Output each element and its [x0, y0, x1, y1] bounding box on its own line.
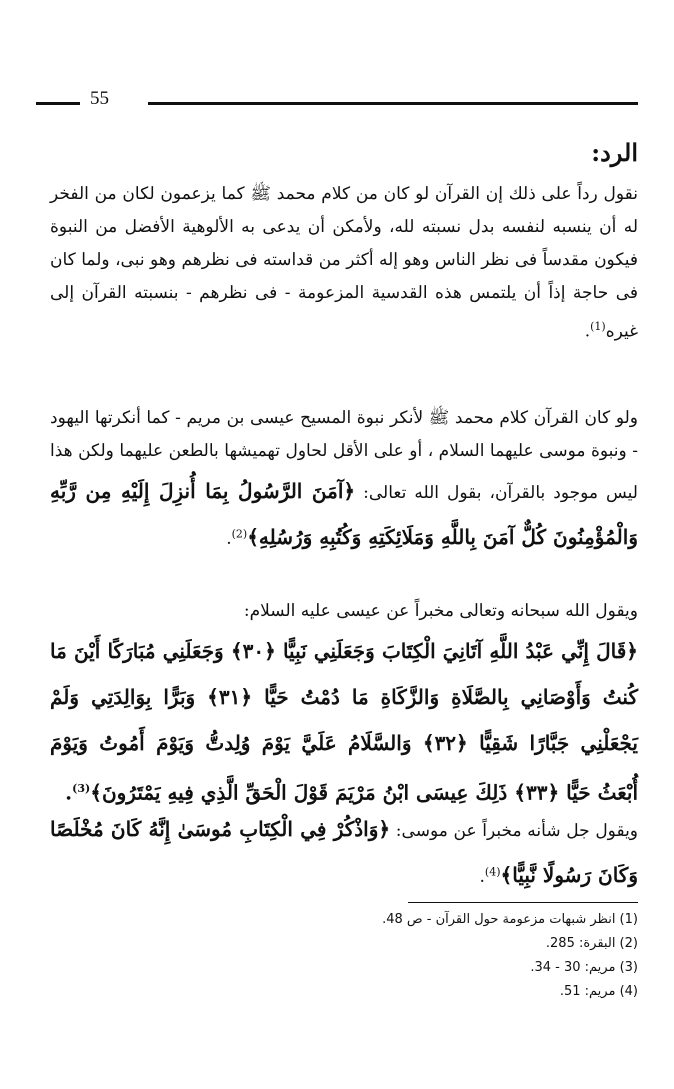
paragraph-3 — [50, 595, 638, 816]
paragraph-2-text: ولو كان القرآن كلام محمد ﷺ لأنكر نبوة المسيح عيسى بن مريم - كما أنكرتها اليهود - ونبوة موسى عليهما السلام ، أو على الأقل لحاول تهميشها بالطعن عليهما ولكن هذا ليس موجود بالقرآن، بقول الله تعالى: — [50, 408, 638, 503]
footnote-ref-1: (1) — [590, 320, 606, 333]
quran-verse-maryam-isa: ﴿قَالَ إِنِّي عَبْدُ اللَّهِ آتَانِيَ الْكِتَابَ وَجَعَلَنِي نَبِيًّا ﴿٣٠﴾ وَجَعَلَنِي مُبَارَكًا أَيْنَ مَا كُنتُ وَأَوْصَانِي بِالصَّلَاةِ وَالزَّكَاةِ مَا دُمْتُ حَيًّا ﴿٣١﴾ وَبَرًّا بِوَالِدَتِي وَلَمْ يَجْعَلْنِي جَبَّارًا شَقِيًّا ﴿٣٢﴾ وَالسَّلَامُ عَلَيَّ يَوْمَ وُلِدتُّ وَيَوْمَ أَمُوتُ وَيَوْمَ أُبْعَثُ حَيًّا ﴿٣٣﴾ ذَلِكَ عِيسَى ابْنُ مَرْيَمَ قَوْلَ الْحَقِّ الَّذِي فِيهِ يَمْتَرُونَ﴾ — [50, 639, 638, 805]
footnote-2: (2) البقرة: 285. — [545, 936, 638, 951]
page-number: 55 — [90, 88, 109, 109]
paragraph-4 — [50, 806, 638, 898]
footnote-ref-2: (2) — [231, 527, 248, 541]
section-title: الرد: — [591, 138, 638, 167]
paragraph-1 — [50, 178, 638, 349]
footnote-ref-4: (4) — [484, 865, 501, 879]
header-rule-short — [36, 102, 80, 105]
footnote-3: (3) مريم: 30 - 34. — [530, 960, 638, 975]
paragraph-3-text: ويقول الله سبحانه وتعالى مخبراً عن عيسى عليه السلام: — [243, 601, 638, 621]
page-header — [36, 88, 638, 118]
paragraph-3-end: . — [65, 780, 73, 805]
header-rule-long — [148, 102, 638, 105]
footnote-4: (4) مريم: 51. — [559, 984, 638, 999]
paragraph-2 — [50, 402, 638, 560]
paragraph-4-text: ويقول جل شأنه مخبراً عن موسى: — [395, 821, 639, 841]
paragraph-1-text: نقول رداً على ذلك إن القرآن لو كان من كلام محمد ﷺ كما يزعمون لكان من الفخر له أن ينسبه لنفسه بدل نسبته لله، ولأمكن أن يدعى به الألوهية الأفضل من النبوة فيكون مقدساً فى نظر الناس وهو إله أكثر من قداسته فى نظرهم وهو نبى، ولما كان فى حاجة إذاً أن يلتمس هذه القدسية المزعومة - فى نظرهم - بنسبته القرآن إلى غيره — [50, 184, 638, 342]
quran-verse-baqara: ﴿آمَنَ الرَّسُولُ بِمَا أُنزِلَ إِلَيْهِ مِن رَّبِّهِ وَالْمُؤْمِنُونَ كُلٌّ آمَنَ بِاللَّهِ وَمَلَائِكَتِهِ وَكُتُبِهِ وَرُسُلِهِ﴾ — [50, 479, 638, 549]
paragraph-1-end: . — [584, 321, 591, 342]
footnote-ref-3: (3) — [72, 782, 91, 795]
footnotes — [238, 908, 638, 1004]
paragraph-2-end: . — [226, 529, 232, 549]
quran-verse-maryam-musa: ﴿وَاذْكُرْ فِي الْكِتَابِ مُوسَىٰ إِنَّهُ كَانَ مُخْلَصًا وَكَانَ رَسُولًا نَّبِيًّا﴾ — [50, 817, 638, 887]
footnote-rule — [408, 902, 638, 903]
footnote-1: (1) انظر شبهات مزعومة حول القرآن - ص 48. — [382, 912, 638, 927]
paragraph-4-end: . — [479, 867, 485, 887]
